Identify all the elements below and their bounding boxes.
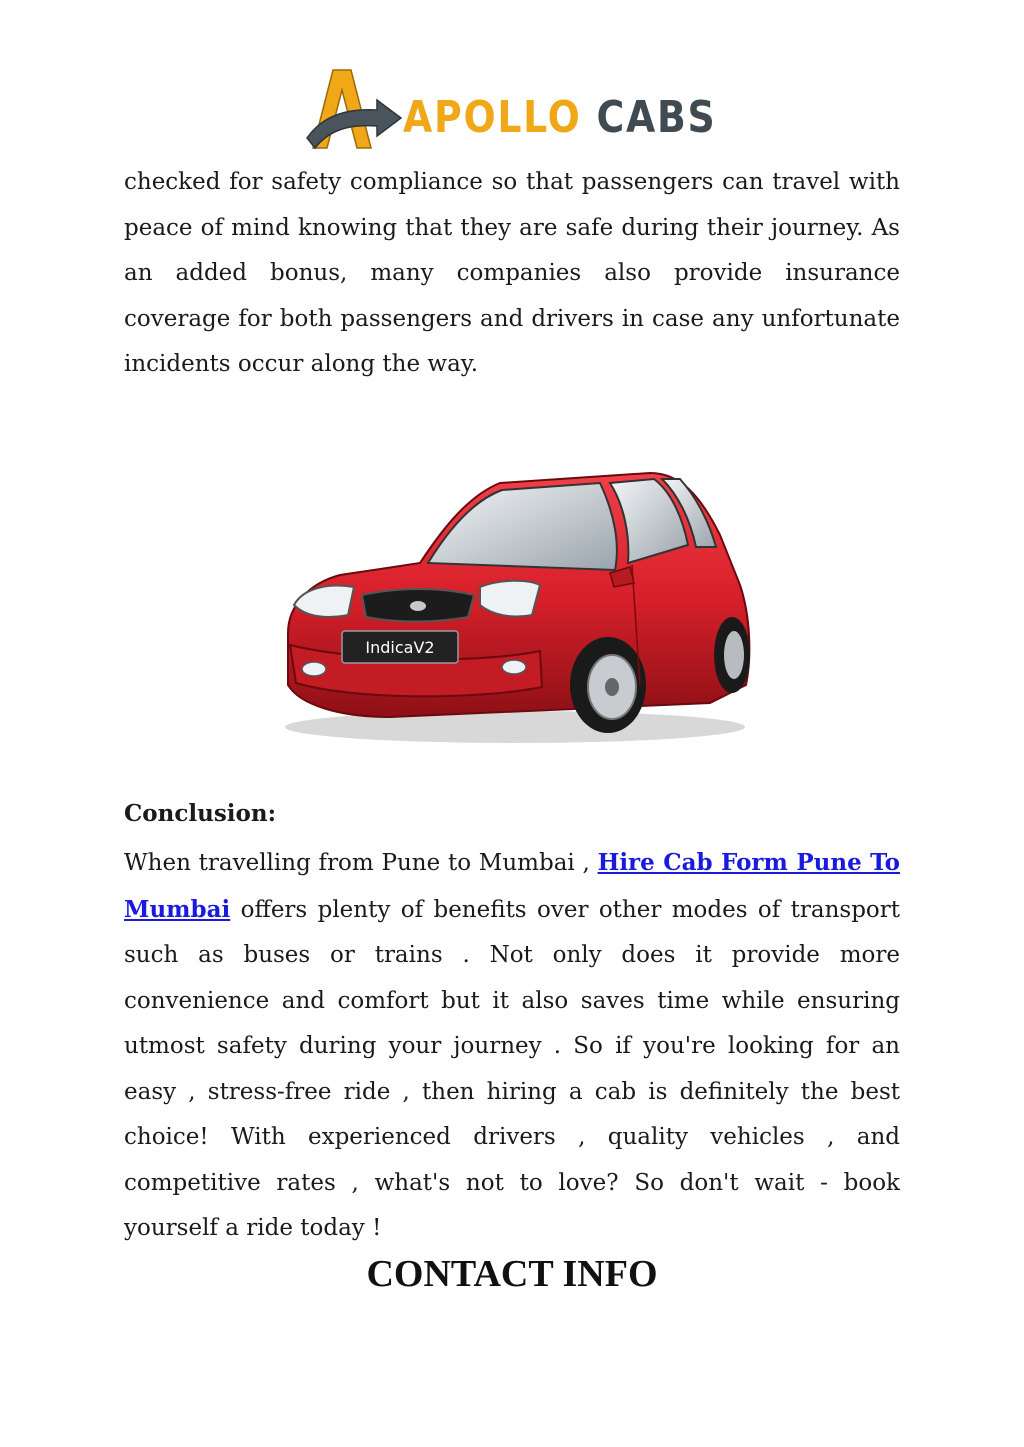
logo-wordmark [403,92,717,143]
red-hatchback-car-image [270,455,760,750]
logo-word-cabs: CABS [596,92,717,143]
conclusion-heading: Conclusion: [124,800,277,827]
apollo-a-arrow-icon [305,68,415,150]
safety-paragraph: checked for safety compliance so that passengers can travel with peace of mind knowing that they are safe during their journey. As an added bonus, many companies also provide insurance coverage for both passengers and drivers in case any unfortunate incidents occur along the way. [124,169,900,377]
conclusion-intro: When travelling from Pune to Mumbai , [124,850,598,876]
contact-info-heading: CONTACT INFO [366,1253,658,1295]
apollo-cabs-logo [305,68,715,150]
conclusion-paragraph [124,840,900,1252]
logo-word-apollo: APOLLO [403,92,582,143]
plate-label: IndicaV2 [365,638,435,657]
hire-cab-link[interactable]: Hire Cab Form Pune To Mumbai [124,849,900,923]
conclusion-rest: offers plenty of benefits over other modes of transport such as buses or trains . Not only does it provide more convenience and comfort but it also saves time while ensuring utmost safety during your journey . So if you're looking for an easy , stress-free ride , then hiring a cab is definitely the best choice! With experienced drivers , quality vehicles , and competitive rates , what's not to love? So don't wait - book yourself a ride today ! [124,896,900,1241]
